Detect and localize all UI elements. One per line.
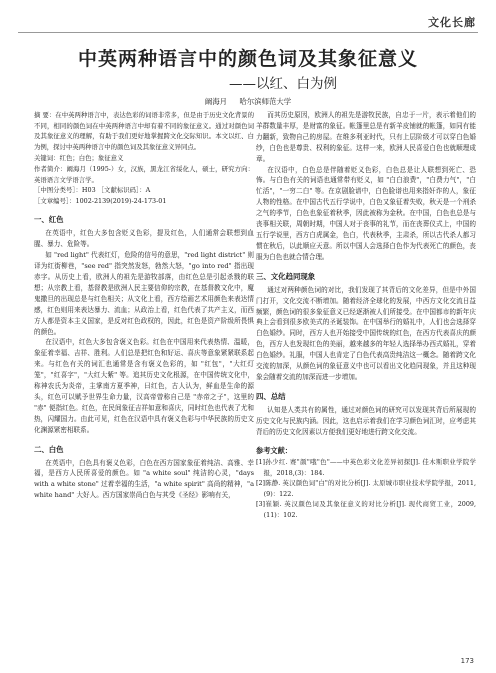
left-column [34, 110, 254, 501]
abstract-block [34, 110, 254, 206]
author-name: 阚海月 [204, 97, 228, 106]
body-paragraph: 在汉语中，白色总是伴随着贬义色彩，白色总是让人联想到死亡、恐怖。与白色有关的词语也通常带有贬义，如 "白白浪费"，"白费力气"，"白忙活"，"一穷二白" 等。在京剧脸谱中，白色脸谱也用来指奸诈的人，象征人物的性格。在中国古代五行学说中，白色又象征着失败，秋天是一个刑杀之气的季节，白色也象征着秋季，因此被称为金秋。在中国，白色也总是与丧事相关联，周朝时期，中国人对于丧事的礼节，而在丧葬仪式上，中国的五行学说里，西方白虎属金，色白，代表秋季，主肃杀，所以古代杀人都习惯在秋后，以此顺应天意。所以中国人会选择白色作为代表死亡的颜色，丧服为白色也就合情合理。 [256, 165, 476, 261]
body-paragraph: 而其历史原因，欧洲人的祖先是游牧民族，自忠于一片，表示着他们的羊群数量丰厚，是财富的象征。帐篷里总是有新羊皮铺就的帐篷，如同有能力翻新，致物自己的房屋。在维多利亚时代，只有上层阶级才可以穿白色婚纱，白色也是尊贵、权利的象征。这样一来，欧洲人民喜爱白色也就顺理成章。 [256, 111, 476, 163]
body-paragraph: 在英语中，红色大多包含贬义色彩，提及红色，人们通常会联想到血腥、暴力、危险等。 [34, 229, 254, 249]
reference-item: [3]崔颖. 英汉颜色词及其象征意义的对比分析[J]. 现代商贸工业，2009,(11)：102. [256, 500, 476, 519]
body-paragraph: 在汉语中，红色大多包含褒义色彩。红色在中国用来代表热情、温暖，象征着幸福、吉祥、胜利。人们总是把红色和好运、喜庆等意象紧紧联系起来。与红色有关的词汇也通常是含有褒义色彩的，如 "红包"，"大红灯笼"，"红喜字"，"大红大紫" 等。追其历史文化根源，在中国传统文化中，称神农氏为炎帝，主掌南方夏季神，曰红色，古人认为，鲜血是生命的源头，红色可以赋予世界生命力量，汉高帝曾称自己是 "赤帝之子"，这里的 "赤" 便指红色。红色，在民间象征吉祥如意和喜庆，同时红色也代表了尤和热，闪耀国力。由此可见，红色在汉语中具有褒义色彩与中华民族的历史文化渊源紧密相联系。 [34, 338, 254, 434]
author-line [0, 96, 496, 107]
author-bio: 作者简介：阚海月（1995-）女，汉族，黑龙江省绥化人，硕士，研究方向：英语语言文学语言学。 [34, 164, 254, 184]
article-subtitle: ——以红、白为例 [229, 76, 337, 92]
keywords: 关键词：红色；白色；象征意义 [34, 154, 124, 163]
body-paragraph: 在英语中，白色具有褒义色彩，白色在西方国家象征着纯洁、高雅、幸福，是西方人民所喜爱的颜色。如 "a white soul" 纯洁的心灵，"days with a white stone" 过着幸福的生活，"a white spirit" 高尚的精神，"a white hand" 大好人。西方国家崇尚白色与其受《圣经》影响有关， [34, 458, 254, 500]
abstract: 摘 要：在中英两种语言中，表达色彩的词语非常多，但是由于历史文化背景的不同，相同的颜色词在中英两种语言中却有着不同的象征意义。通过对颜色词及其象征意义的理解，有助于我们更好地掌握跨文化交际知识。本文以红、白为例，探讨中英两种语言中的颜色词及其象征意义异同点。 [34, 111, 254, 151]
body-paragraph: 认知是人类共有的属性，通过对颜色词的研究可以发现其背后所展现的历史文化与民族内涵。因此，这也启示着我们在学习颜色词汇时，应考虑其背后的历史文化因素以方便我们更好地进行跨文化交流。 [256, 405, 476, 436]
references-heading: 参考文献： [256, 445, 292, 455]
article-number: ［文章编号］：1002-2139(2019)-24-173-01 [34, 196, 167, 205]
page-number: 173 [460, 657, 474, 665]
article-title: 中英两种语言中的颜色词及其象征意义 [77, 48, 418, 70]
section-heading: 三、文化趋同现象 [256, 271, 316, 281]
section-heading: 二、白色 [34, 444, 64, 454]
right-sections [256, 271, 476, 438]
reference-list [256, 457, 476, 520]
classification: ［中图分类号］：H03 ［文献标识码］：A [34, 186, 151, 195]
right-intro [256, 110, 476, 263]
author-affiliation: 哈尔滨师范大学 [239, 97, 292, 106]
section-tag: 文化长廊 [428, 16, 476, 29]
reference-item: [2]陈静. 英汉颜色词"白"的对比分析[J]. 太原城市职业技术学院学报，2011,(9)：122. [256, 479, 476, 498]
section-heading: 一、红色 [34, 215, 64, 225]
right-column [256, 110, 476, 520]
body-paragraph: 如 "red light" 代表红灯，危险的信号的意思，"red light district" 则译为红街柳巷，"see red" 指突然发怒，勃然大怒，"go into red" 指出现赤字。从历史上看，欧洲人的祖先是游牧部落，由红色总是引起杀戮的联想；从宗教上看，基督教是欧洲人民主要信仰的宗教，在基督教文化中，魔鬼撒旦的出现总是与红色相关；从文化上看，西方绘画艺术用颜色来表达情感，红色则用来表达暴力、流血；从政治上看，红色代表了共产主义，而西方人都是资本主义国家，是反对红色政权的，因此，红色是资产阶级所畏惧的颜色。 [34, 251, 254, 336]
body-paragraph: 通过对两种颜色词的对比，我们发现了其背后的文化差异，但是中外国门打开，文化交流不断增加。随着经济全球化的发展，中西方文化交流日益频繁，颜色词的很多象征意义已经逐渐被人们所接受。在中国都市的新年庆典上会看到很多欧美式的圣诞装饰。在中国举行的婚礼中，人们也会选择穿白色婚纱。同时，西方人也开始接受中国传统的红色，在西方代表喜庆的颜色，西方人也发现红色的美丽，越来越多的年轻人选择举办西式婚礼，穿着白色婚纱。礼服，中国人也肯定了白色代表高贵纯洁这一概念。随着跨文化交流的加深，从颜色词的象征意义中也可以看出文化趋同现象，并且这种现象会随着交流的加深而进一步增加。 [256, 285, 476, 381]
section-heading: 四、总结 [256, 391, 286, 401]
reference-item: [1]孙少红. 赛"颜"哦"色"——中英色彩文化差异初探[J]. 佳木斯职业学院学报，2018,(3)：184. [256, 458, 476, 477]
left-sections [34, 214, 254, 501]
header-divider [18, 32, 478, 33]
